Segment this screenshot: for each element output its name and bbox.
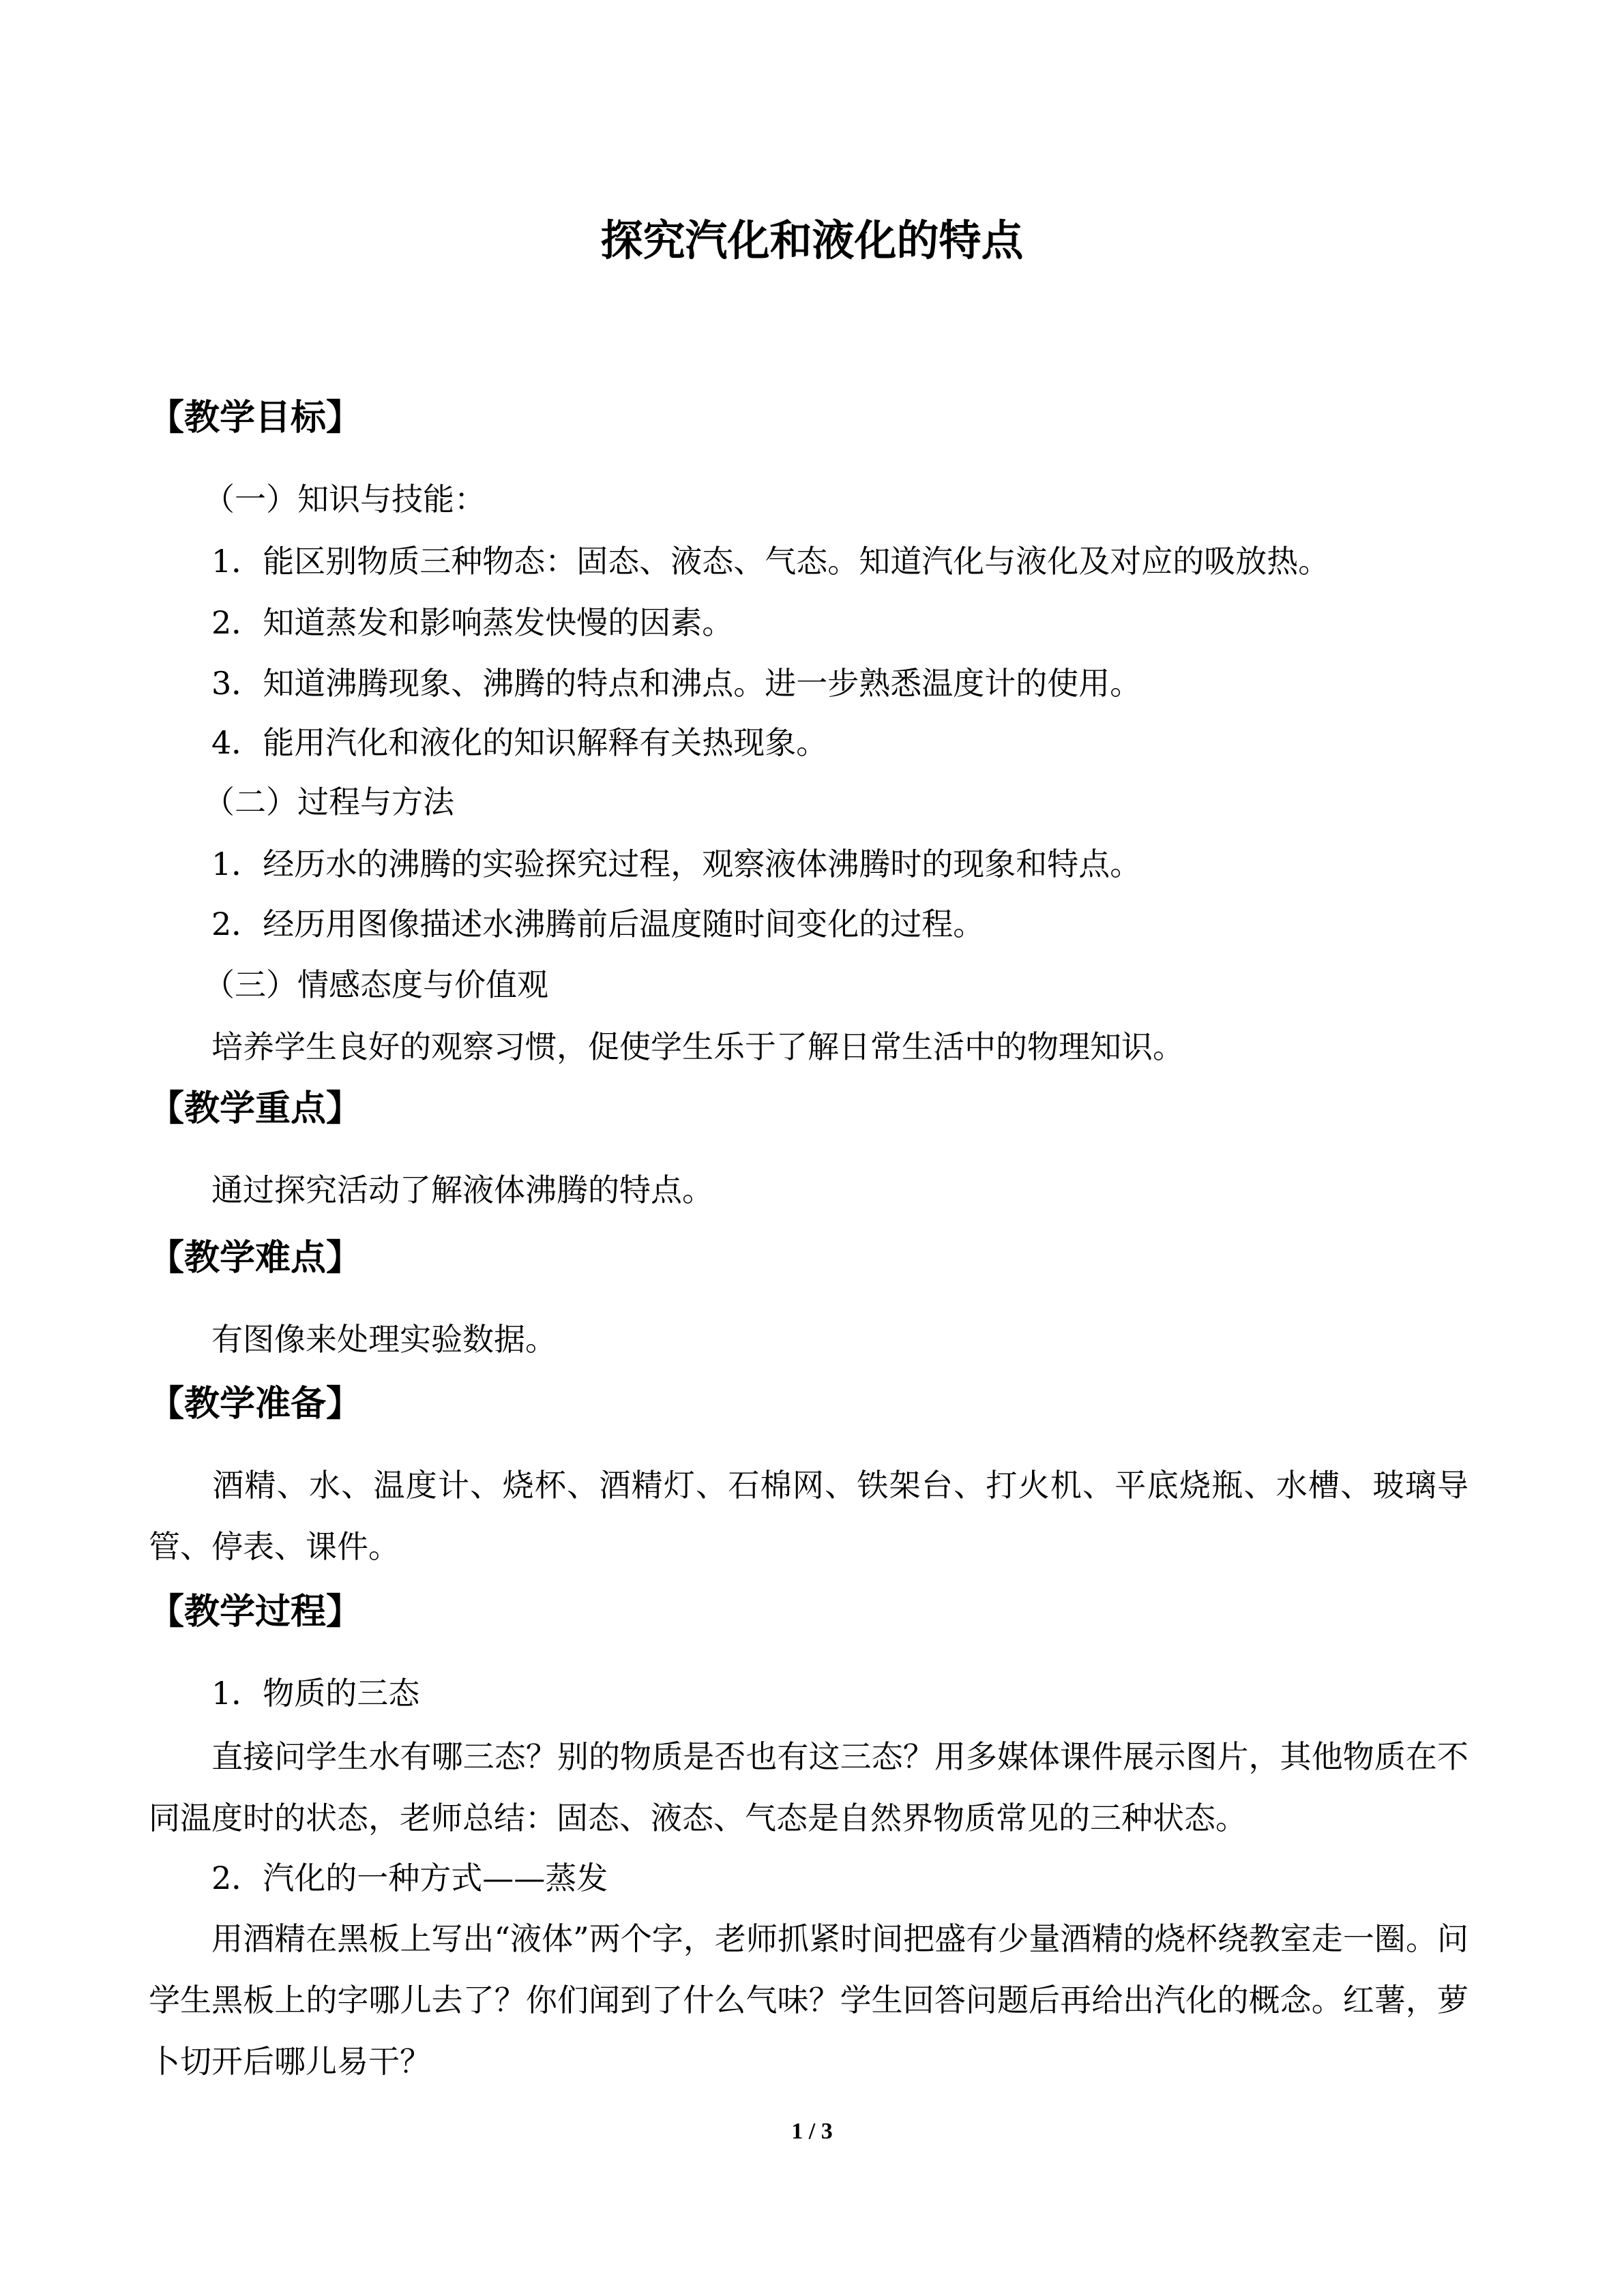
- paragraph: 有图像来处理实验数据。: [211, 1321, 557, 1358]
- subheading-attitude: （三）情感态度与价值观: [203, 966, 548, 1003]
- step-title: 1．物质的三态: [211, 1675, 420, 1712]
- heading-difficulty: 【教学难点】: [149, 1238, 362, 1279]
- subheading-process-method: （二）过程与方法: [203, 784, 454, 820]
- paragraph: 培养学生良好的观察习惯，促使学生乐于了解日常生活中的物理知识。: [211, 1028, 1184, 1065]
- step1-text: 直接问学生水有哪三态？别的物质是否也有这三态？用多媒体课件展示图片，其他物质在不同温度时的状态，老师总结：固态、液态、气态是自然界物质常见的三种状态。: [149, 1738, 1468, 1836]
- list-item: 3．知道沸腾现象、沸腾的特点和沸点。进一步熟悉温度计的使用。: [211, 665, 1142, 702]
- list-item: 1．能区别物质三种物态：固态、液态、气态。知道汽化与液化及对应的吸放热。: [211, 543, 1330, 580]
- preparation-text: 酒精、水、温度计、烧杯、酒精灯、石棉网、铁架台、打火机、平底烧瓶、水槽、玻璃导管、停表、课件。: [149, 1467, 1468, 1565]
- document-title: 探究汽化和液化的特点: [600, 215, 1024, 265]
- step-title: 2．汽化的一种方式——蒸发: [211, 1860, 608, 1896]
- subheading-knowledge: （一）知识与技能：: [203, 481, 486, 518]
- list-item: 2．知道蒸发和影响蒸发快慢的因素。: [211, 604, 734, 641]
- paragraph: 通过探究活动了解液体沸腾的特点。: [211, 1172, 713, 1208]
- heading-preparation: 【教学准备】: [149, 1384, 362, 1425]
- paragraph: [149, 1908, 1468, 2092]
- step2-text: 用酒精在黑板上写出“液体”两个字，老师抓紧时间把盛有少量酒精的烧杯绕教室走一圈。问学生黑板上的字哪儿去了？你们闻到了什么气味？学生回答问题后再给出汽化的概念。红薯，萝卜切开后哪儿易干？: [149, 1920, 1468, 2080]
- heading-objectives: 【教学目标】: [149, 398, 362, 438]
- paragraph: [149, 1726, 1468, 1849]
- list-item: 2．经历用图像描述水沸腾前后温度随时间变化的过程。: [211, 906, 985, 942]
- list-item: 4．能用汽化和液化的知识解释有关热现象。: [211, 724, 828, 761]
- heading-key-point: 【教学重点】: [149, 1088, 362, 1129]
- list-item: 1．经历水的沸腾的实验探究过程，观察液体沸腾时的现象和特点。: [211, 846, 1142, 882]
- paragraph: [149, 1455, 1468, 1577]
- page-number: 1 / 3: [791, 2119, 833, 2144]
- heading-process: 【教学过程】: [149, 1592, 362, 1632]
